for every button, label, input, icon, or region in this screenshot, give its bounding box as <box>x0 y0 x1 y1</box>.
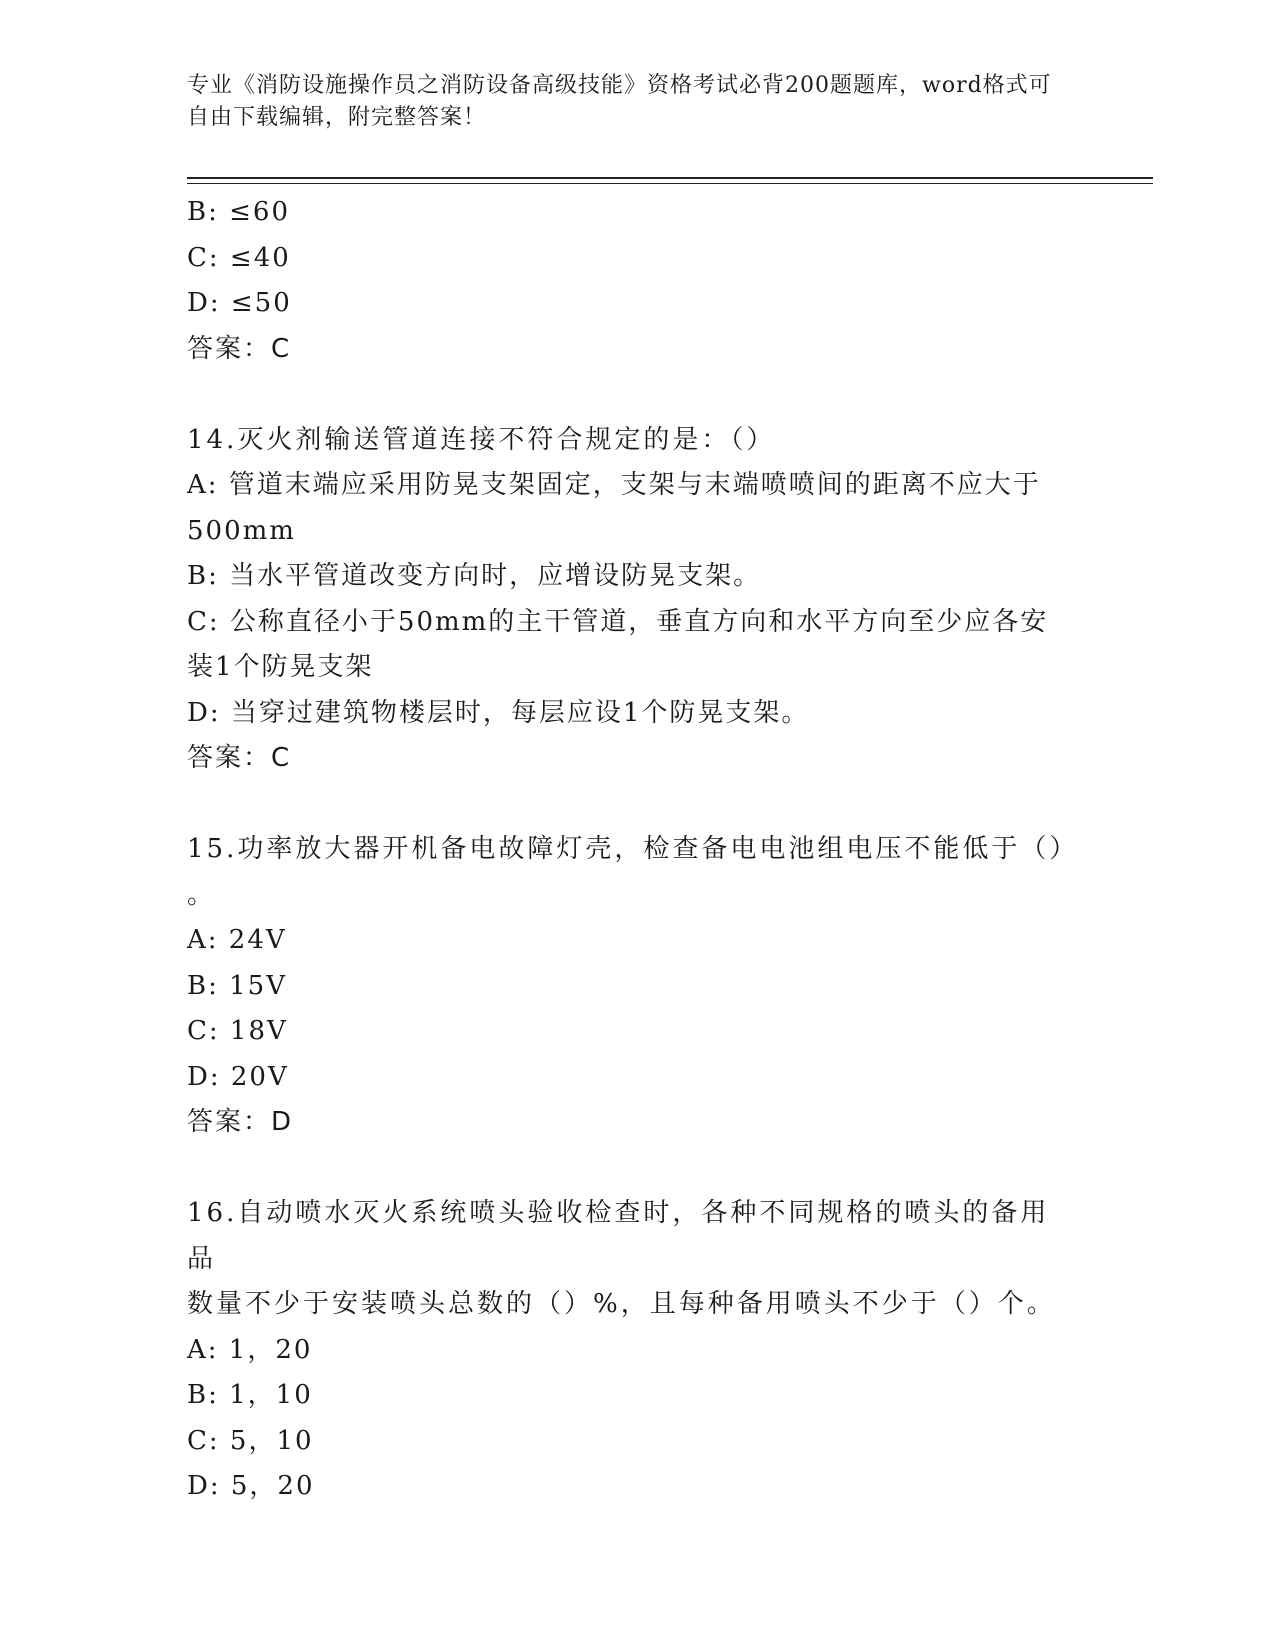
answer-line <box>187 736 1067 782</box>
option-b: B: ≤60 <box>187 197 290 227</box>
question-stem: 16.自动喷水灭火系统喷头验收检查时，各种不同规格的喷头的备用品 <box>187 1198 1050 1274</box>
answer-line <box>187 327 1067 373</box>
option-a-continued: 500mm <box>187 515 296 546</box>
option-c: C: 5，10 <box>187 1425 314 1456</box>
option-c-continued: 装1个防晃支架 <box>187 652 374 682</box>
option-c: C: 18V <box>187 1016 288 1046</box>
option-a: A: 24V <box>187 925 287 955</box>
question-stem: 15.功率放大器开机备电故障灯壳，检查备电电池组电压不能低于（） <box>187 834 1079 864</box>
question-14 <box>187 418 1067 782</box>
option-d: D: 20V <box>187 1061 289 1092</box>
question-stem-continued: 数量不少于安装喷头总数的（）%，且每种备用喷头不少于（）个。 <box>187 1289 1056 1319</box>
answer-line <box>187 1100 1067 1146</box>
document-header: 专业《消防设施操作员之消防设备高级技能》资格考试必背200题题库，word格式可自由下载编辑，附完整答案！ <box>187 73 1052 130</box>
option-b: B: 1，10 <box>187 1380 313 1410</box>
option-d: D: ≤50 <box>187 288 292 318</box>
question-stem-continued: 。 <box>187 879 216 910</box>
header-divider-thick <box>187 177 1153 179</box>
spacer <box>187 1146 1067 1192</box>
question-13-tail <box>187 190 1067 372</box>
option-c: C: 公称直径小于50mm的主干管道，垂直方向和水平方向至少应各安 <box>187 606 1049 637</box>
answer-key: C <box>271 333 292 364</box>
option-b: B: 当水平管道改变方向时，应增设防晃支架。 <box>187 561 762 591</box>
document-body <box>187 190 1079 1510</box>
question-16 <box>187 1191 1067 1510</box>
question-15 <box>187 827 1079 1146</box>
option-c: C: ≤40 <box>187 242 291 273</box>
question-stem: 14.灭火剂输送管道连接不符合规定的是：（） <box>187 424 776 455</box>
answer-key: D <box>271 1107 294 1137</box>
spacer <box>187 372 1067 418</box>
option-b: B: 15V <box>187 970 287 1001</box>
option-a: A: 管道末端应采用防晃支架固定，支架与末端喷喷间的距离不应大于 <box>187 470 1041 500</box>
answer-label: 答案： <box>187 1107 272 1137</box>
option-d: D: 5，20 <box>187 1471 315 1501</box>
answer-key: C <box>271 743 292 773</box>
answer-label: 答案： <box>187 333 272 364</box>
header-divider-thin <box>187 183 1153 184</box>
option-a: A: 1，20 <box>187 1334 313 1365</box>
spacer <box>187 782 1067 828</box>
option-d: D: 当穿过建筑物楼层时，每层应设1个防晃支架。 <box>187 697 810 728</box>
answer-label: 答案： <box>187 743 272 773</box>
